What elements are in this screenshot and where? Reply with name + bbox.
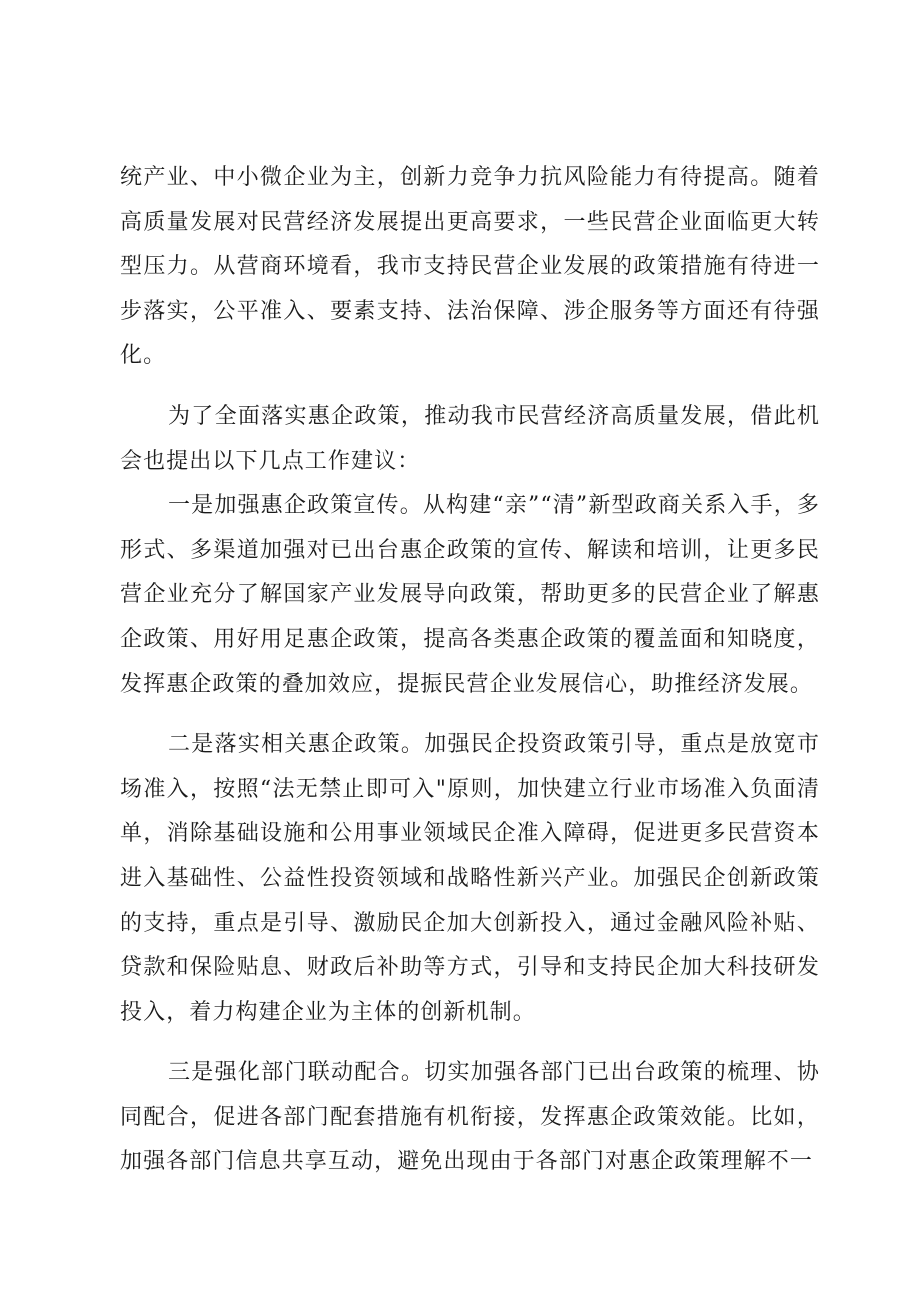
document-body [120,156,820,1185]
paragraph-suggestion-2: 二是落实相关惠企政策。加强民企投资政策引导，重点是放宽市场准入，按照“法无禁止即可入"原则，加快建立行业市场准入负面清单，消除基础设施和公用事业领域民企准入障碍，促进更多民营资本进入基础性、公益性投资领域和战略性新兴产业。加强民企创新政策的支持，重点是引导、激励民企加大创新投入，通过金融风险补贴、贷款和保险贴息、财政后补助等方式，引导和支持民企加大科技研发投入，着力构建企业为主体的创新机制。 [120,732,820,1025]
paragraph-suggestion-1: 一是加强惠企政策宣传。从构建“亲”“清”新型政商关系入手，多形式、多渠道加强对已出台惠企政策的宣传、解读和培训，让更多民营企业充分了解国家产业发展导向政策，帮助更多的民营企业了解惠企政策、用好用足惠企政策，提高各类惠企政策的覆盖面和知晓度，发挥惠企政策的叠加效应，提振民营企业发展信心，助推经济发展。 [120,493,820,697]
paragraph-continuation: 统产业、中小微企业为主，创新力竞争力抗风险能力有待提高。随着高质量发展对民营经济发展提出更高要求，一些民营企业面临更大转型压力。从营商环境看，我市支持民营企业发展的政策措施有待进一步落实，公平准入、要素支持、法治保障、涉企服务等方面还有待强化。 [120,165,820,369]
paragraph-suggestion-3: 三是强化部门联动配合。切实加强各部门已出台政策的梳理、协同配合，促进各部门配套措施有机衔接，发挥惠企政策效能。比如，加强各部门信息共享互动，避免出现由于各部门对惠企政策理解不一 [120,1060,820,1175]
paragraph-intro-suggestions: 为了全面落实惠企政策，推动我市民营经济高质量发展，借此机会也提出以下几点工作建议： [120,403,820,474]
